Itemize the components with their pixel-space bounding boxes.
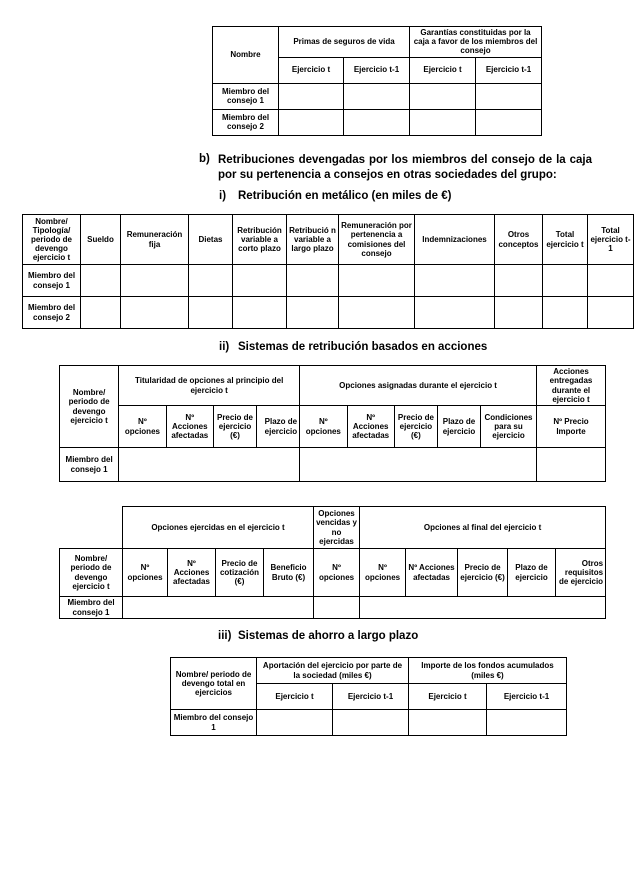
col-beneficio: Beneficio Bruto (€) [264,549,314,597]
row-label: Miembro del consejo 2 [23,297,81,329]
header-sueldo: Sueldo [81,215,121,265]
table-cell [257,710,333,736]
col-n-opciones: Nº opciones [360,549,406,597]
table-cell [588,297,634,329]
col-n-opciones: Nº opciones [119,406,166,448]
table-cell [189,265,233,297]
sub-iii-title: Sistemas de ahorro a largo plazo [238,630,419,642]
header-comisiones: Remuneración por pertenencia a comisiones del consejo [339,215,415,265]
col-precio-cotizacion: Precio de cotización (€) [216,549,264,597]
header-garantias: Garantías constituidas por la caja a favor de los miembros del consejo [410,27,542,58]
row-label: Miembro del consejo 2 [213,109,279,135]
table-cell [333,710,409,736]
col-n-opciones: Nº opciones [314,549,360,597]
row-label: Miembro del consejo 1 [213,83,279,109]
table-cell [233,297,287,329]
col-precio: Precio de ejercicio (€) [213,406,256,448]
table-cell [588,265,634,297]
sub-i-title: Retribución en metálico (en miles de €) [238,190,452,202]
table-retribucion-metalico [22,214,634,329]
table-cell [314,597,360,619]
header-asignadas: Opciones asignadas durante el ejercicio t [300,366,537,406]
table-cell [287,265,339,297]
table-cell [537,448,606,482]
header-nombre: Nombre/ periodo de devengo total en ejercicios [171,658,257,710]
table-cell [279,109,344,135]
table-seguros-vida [212,26,542,136]
table-cell [410,83,476,109]
table-cell [476,83,542,109]
header-primas: Primas de seguros de vida [279,27,410,58]
header-nombre: Nombre/ periodo de devengo ejercicio t [60,366,119,448]
header-total-t: Total ejercicio t [543,215,588,265]
col-precio: Precio de ejercicio (€) [394,406,437,448]
table-cell [495,265,543,297]
table-cell [119,448,300,482]
table-cell [543,297,588,329]
table-cell [121,297,189,329]
table-cell [81,297,121,329]
col-plazo: Plazo de ejercicio [257,406,300,448]
col-condiciones: Condiciones para su ejercicio [481,406,537,448]
header-remuneracion-fija: Remuneración fija [121,215,189,265]
header-ejercicio-t1: Ejercicio t-1 [333,684,409,710]
header-nombre: Nombre/ Tipología/ periodo de devengo ejercicio t [23,215,81,265]
header-ejercidas: Opciones ejercidas en el ejercicio t [123,507,314,549]
header-aportacion: Aportación del ejercicio por parte de la sociedad (miles €) [257,658,409,684]
header-dietas: Dietas [189,215,233,265]
header-otros: Otros conceptos [495,215,543,265]
table-cell [339,265,415,297]
section-b-marker: b) [199,153,210,165]
sub-ii-title: Sistemas de retribución basados en acciones [238,341,488,353]
header-final: Opciones al final del ejercicio t [360,507,606,549]
header-ejercicio-t1: Ejercicio t-1 [344,57,410,83]
col-n-acciones: Nº Acciones afectadas [168,549,216,597]
table-cell [543,265,588,297]
table-cell [409,710,487,736]
col-n-acciones: Nº Acciones afectadas [347,406,394,448]
col-otros-requisitos: Otros requisitos de ejercicio [556,549,606,597]
col-plazo: Plazo de ejercicio [508,549,556,597]
table-cell [60,507,123,549]
table-cell [121,265,189,297]
col-n-acciones: Nº Acciones afectadas [406,549,458,597]
col-plazo: Plazo de ejercicio [437,406,480,448]
table-acciones-opciones-asignadas [59,365,606,482]
table-cell [300,448,537,482]
table-ahorro-largo-plazo [170,657,567,736]
table-cell [81,265,121,297]
table-cell [476,109,542,135]
header-importe-fondos: Importe de los fondos acumulados (miles €) [409,658,567,684]
row-label: Miembro del consejo 1 [60,448,119,482]
sub-ii-marker: ii) [219,341,230,353]
header-ejercicio-t1: Ejercicio t-1 [487,684,567,710]
header-indemnizaciones: Indemnizaciones [415,215,495,265]
header-titularidad: Titularidad de opciones al principio del ejercicio t [119,366,300,406]
table-cell [123,597,314,619]
header-ejercicio-t: Ejercicio t [410,57,476,83]
header-vencidas: Opciones vencidas y no ejercidas [314,507,360,549]
col-precio-importe: Nº Precio Importe [537,406,606,448]
header-nombre: Nombre/ periodo de devengo ejercicio t [60,549,123,597]
table-cell [360,597,606,619]
row-label: Miembro del consejo 1 [171,710,257,736]
header-nombre: Nombre [213,27,279,84]
header-ejercicio-t1: Ejercicio t-1 [476,57,542,83]
table-cell [410,109,476,135]
table-cell [344,83,410,109]
header-total-t1: Total ejercicio t-1 [588,215,634,265]
header-ejercicio-t: Ejercicio t [409,684,487,710]
col-n-opciones: Nº opciones [123,549,168,597]
table-cell [189,297,233,329]
table-cell [339,297,415,329]
table-cell [233,265,287,297]
header-variable-corto: Retribución variable a corto plazo [233,215,287,265]
header-entregadas: Acciones entregadas durante el ejercicio t [537,366,606,406]
header-variable-largo: Retribució n variable a largo plazo [287,215,339,265]
header-ejercicio-t: Ejercicio t [257,684,333,710]
col-n-opciones: Nº opciones [300,406,347,448]
table-cell [495,297,543,329]
sub-i-marker: i) [219,190,227,202]
sub-iii-marker: iii) [218,630,232,642]
section-b-text: Retribuciones devengadas por los miembros del consejo de la caja por su pertenencia a consejos en otras sociedades del grupo: [218,154,592,181]
table-cell [279,83,344,109]
row-label: Miembro del consejo 1 [23,265,81,297]
table-cell [287,297,339,329]
col-precio: Precio de ejercicio (€) [458,549,508,597]
row-label: Miembro del consejo 1 [60,597,123,619]
table-cell [415,297,495,329]
col-n-acciones: Nº Acciones afectadas [166,406,213,448]
table-acciones-opciones-ejercidas [59,506,606,619]
table-cell [344,109,410,135]
header-ejercicio-t: Ejercicio t [279,57,344,83]
table-cell [415,265,495,297]
table-cell [487,710,567,736]
